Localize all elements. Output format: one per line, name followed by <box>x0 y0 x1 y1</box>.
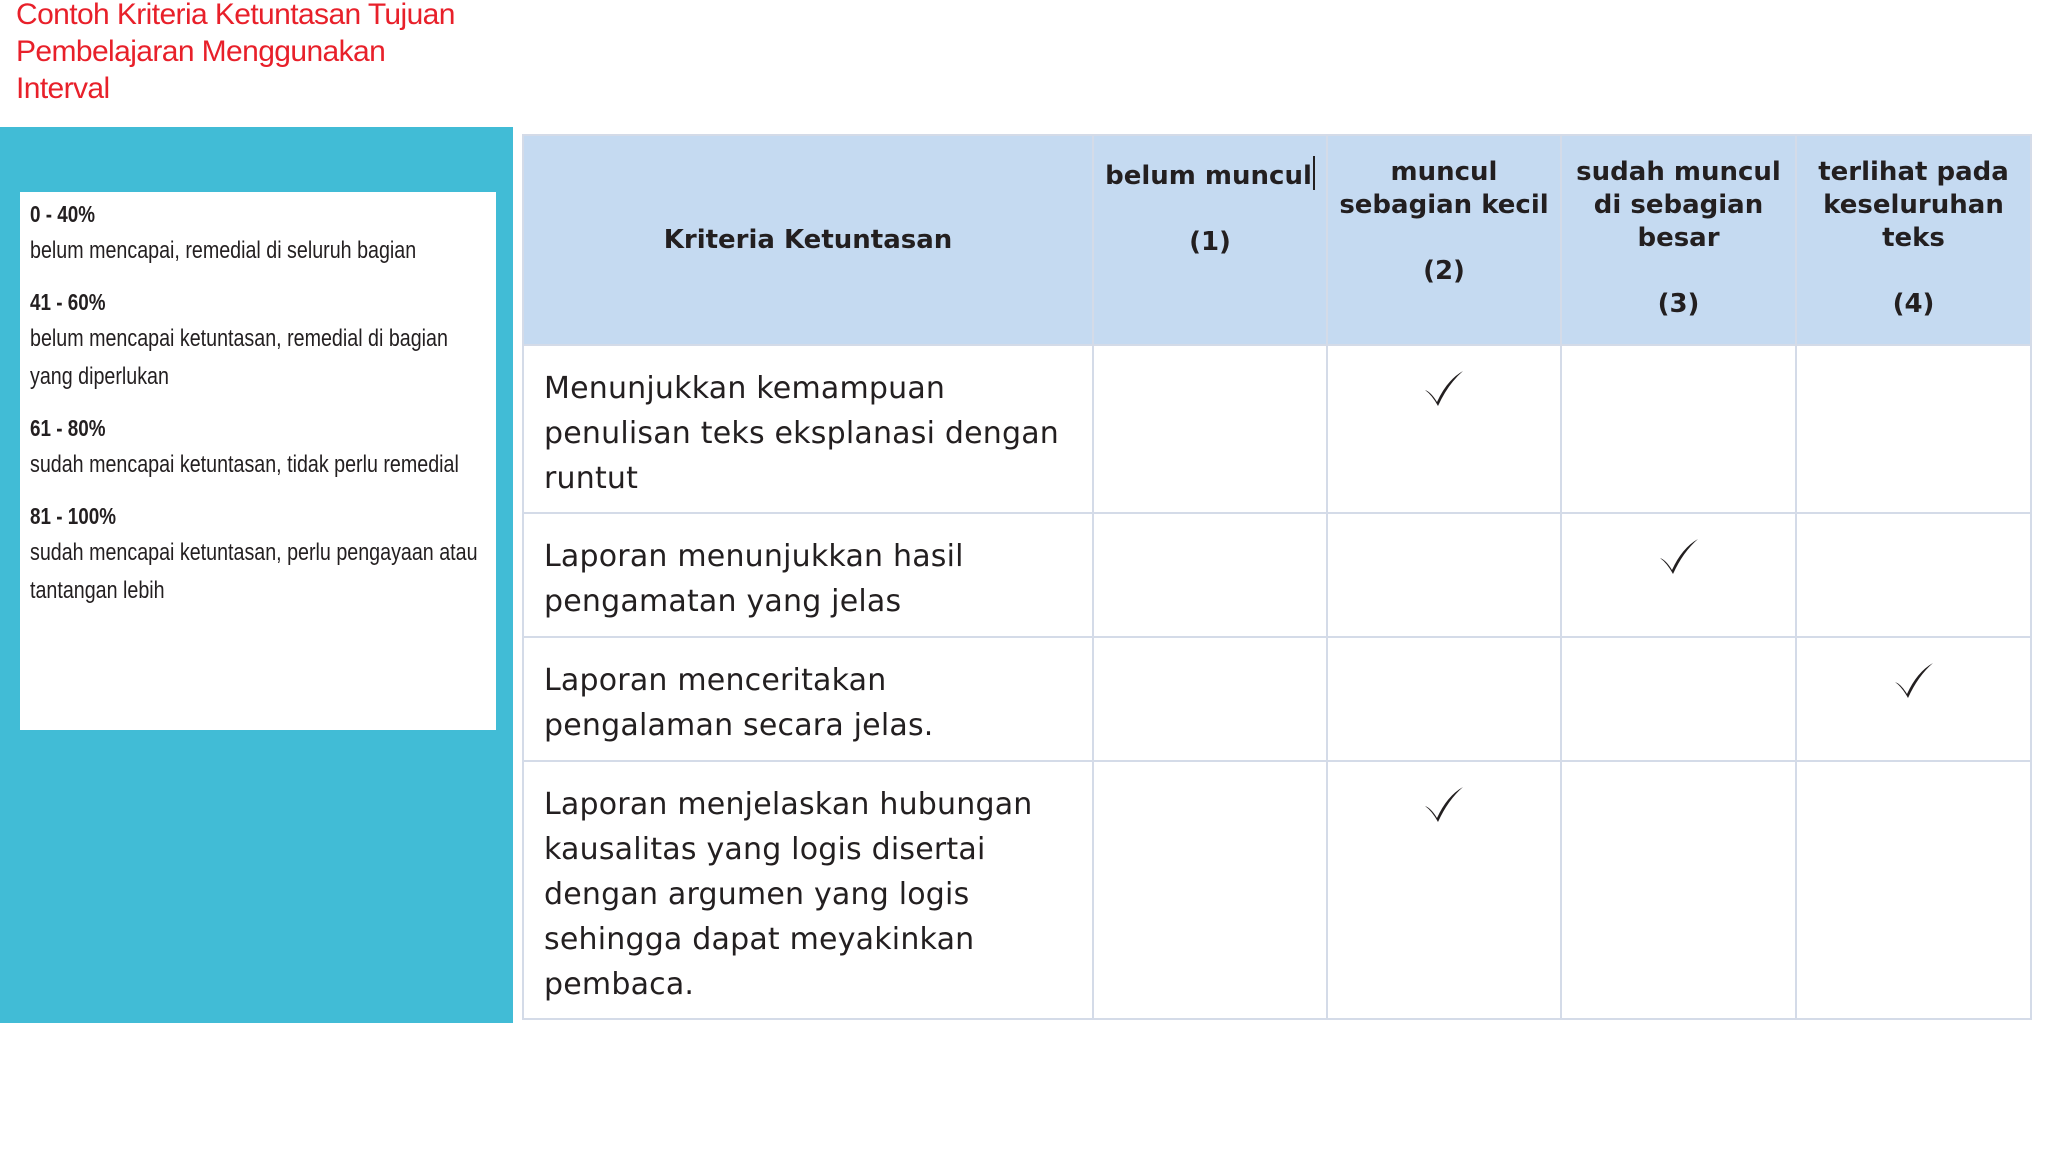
title-line-1: Contoh Kriteria Ketuntasan Tujuan <box>16 0 455 31</box>
legend-range: 0 - 40% <box>30 201 95 227</box>
legend-description: belum mencapai ketuntasan, remedial di bagian yang diperlukan <box>30 325 448 390</box>
criterion-text: Menunjukkan kemampuan penulisan teks eksplanasi dengan runtut <box>523 345 1093 513</box>
level-number: (3) <box>1657 289 1700 319</box>
checkmark-icon <box>1891 660 1937 700</box>
criterion-text: Laporan menceritakan pengalaman secara jelas. <box>523 637 1093 761</box>
level-number: (2) <box>1423 256 1465 286</box>
text-cursor <box>1313 156 1315 190</box>
level-header-1 <box>1093 135 1327 345</box>
legend-range: 61 - 80% <box>30 415 106 441</box>
checkmark-icon <box>1421 368 1467 408</box>
table-header-row <box>523 135 2031 345</box>
legend-description: belum mencapai, remedial di seluruh bagian <box>30 237 417 264</box>
mark-cell-1 <box>1093 637 1327 761</box>
legend-description: sudah mencapai ketuntasan, tidak perlu remedial <box>30 451 459 478</box>
mark-cell-2 <box>1327 513 1561 637</box>
mark-cell-3 <box>1561 345 1796 513</box>
criteria-table <box>522 134 2032 1020</box>
title-line-3: Interval <box>16 72 110 105</box>
legend-range: 81 - 100% <box>30 503 116 529</box>
mark-cell-3 <box>1561 513 1796 637</box>
legend-item <box>30 284 486 396</box>
level-label: belum muncul <box>1100 156 1320 193</box>
slide-title <box>16 0 496 107</box>
legend-item <box>30 196 486 270</box>
mark-cell-4 <box>1796 761 2031 1019</box>
mark-cell-2 <box>1327 345 1561 513</box>
level-number: (1) <box>1189 227 1231 257</box>
mark-cell-2 <box>1327 637 1561 761</box>
level-number: (4) <box>1892 289 1935 319</box>
mark-cell-1 <box>1093 345 1327 513</box>
mark-cell-4 <box>1796 345 2031 513</box>
criterion-text: Laporan menjelaskan hubungan kausalitas yang logis disertai dengan argumen yang logis sehingga dapat meyakinkan pembaca. <box>523 761 1093 1019</box>
level-header-3 <box>1561 135 1796 345</box>
mark-cell-1 <box>1093 761 1327 1019</box>
level-label: muncul sebagian kecil <box>1339 157 1549 220</box>
mark-cell-3 <box>1561 637 1796 761</box>
table-row <box>523 345 2031 513</box>
legend-description: sudah mencapai ketuntasan, perlu pengayaan atau tantangan lebih <box>30 539 478 604</box>
table-row <box>523 761 2031 1019</box>
level-label: terlihat pada keseluruhan teks <box>1818 157 2009 253</box>
legend-range: 41 - 60% <box>30 289 106 315</box>
checkmark-icon <box>1421 784 1467 824</box>
legend-item <box>30 498 486 610</box>
criteria-column-header: Kriteria Ketuntasan <box>523 135 1093 345</box>
mark-cell-1 <box>1093 513 1327 637</box>
mark-cell-2 <box>1327 761 1561 1019</box>
level-header-2 <box>1327 135 1561 345</box>
table-row <box>523 637 2031 761</box>
interval-legend <box>20 192 496 730</box>
mark-cell-3 <box>1561 761 1796 1019</box>
title-line-2: Pembelajaran Menggunakan <box>16 35 386 68</box>
checkmark-icon <box>1656 536 1702 576</box>
legend-item <box>30 410 486 484</box>
level-label: sudah muncul di sebagian besar <box>1576 157 1781 253</box>
table-row <box>523 513 2031 637</box>
level-header-4 <box>1796 135 2031 345</box>
criterion-text: Laporan menunjukkan hasil pengamatan yang jelas <box>523 513 1093 637</box>
mark-cell-4 <box>1796 513 2031 637</box>
mark-cell-4 <box>1796 637 2031 761</box>
